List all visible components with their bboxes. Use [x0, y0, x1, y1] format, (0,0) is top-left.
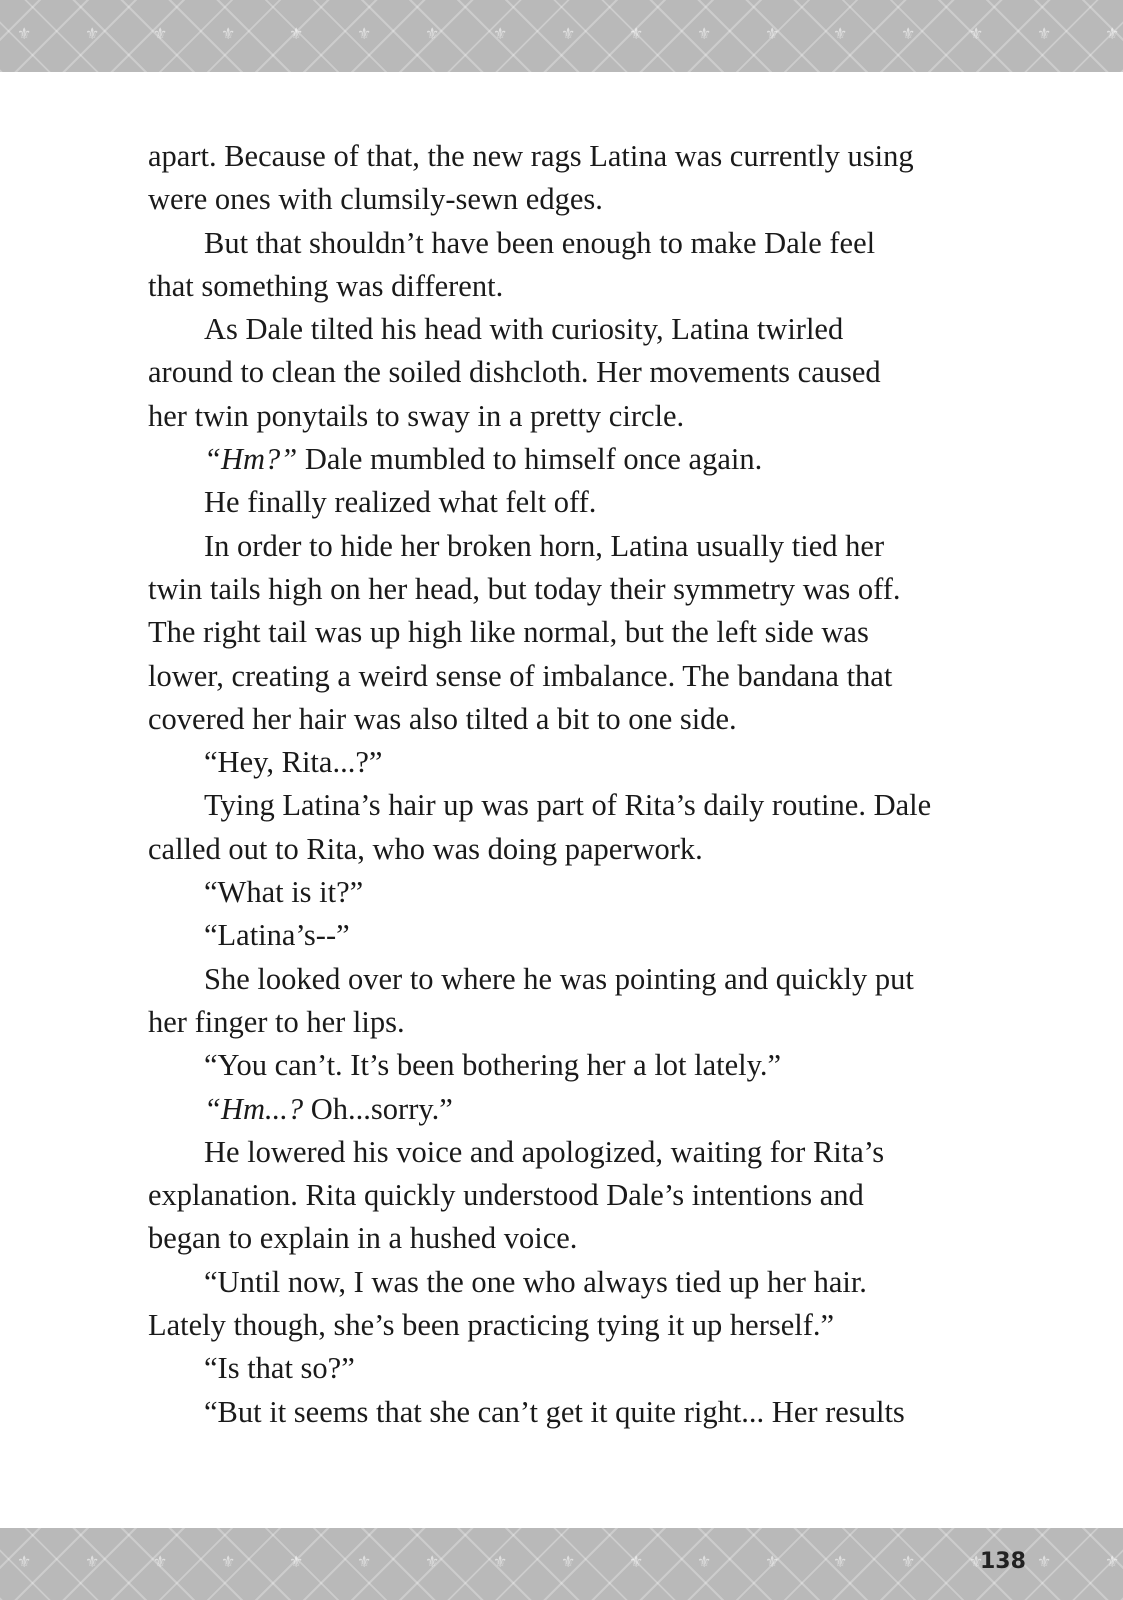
- text-line: [148, 828, 1028, 871]
- fleur-de-lis-icon: ⚜: [1037, 1552, 1052, 1571]
- line-text: apart. Because of that, the new rags Latina was currently using: [148, 139, 914, 173]
- line-text: He finally realized what felt off.: [204, 485, 597, 520]
- top-decorative-border: [0, 0, 1123, 72]
- fleur-de-lis-icon: ⚜: [357, 1552, 372, 1571]
- line-text: Lately though, she’s been practicing tying it up herself.”: [148, 1308, 835, 1343]
- fleur-de-lis-icon: ⚜: [969, 1552, 984, 1571]
- text-line: [148, 438, 1028, 481]
- text-line: [148, 914, 1028, 957]
- line-text: Oh...sorry.”: [303, 1091, 453, 1126]
- line-text: around to clean the soiled dishcloth. Her movements caused: [148, 355, 881, 390]
- line-text: that something was different.: [148, 268, 504, 303]
- line-text: covered her hair was also tilted a bit to one side.: [148, 701, 737, 736]
- fleur-de-lis-icon: ⚜: [221, 24, 236, 43]
- fleur-de-lis-icon: ⚜: [493, 24, 508, 43]
- fleur-de-lis-icon: ⚜: [1105, 1552, 1120, 1571]
- text-line: [148, 741, 1028, 784]
- text-line: [148, 568, 1028, 611]
- fleur-de-lis-icon: ⚜: [17, 1552, 32, 1571]
- text-line: [148, 308, 1028, 351]
- italic-span: “Hm...?: [204, 1091, 304, 1126]
- line-text: “Hey, Rita...?”: [204, 745, 383, 780]
- fleur-de-lis-icon: ⚜: [629, 24, 644, 43]
- fleur-de-lis-icon: ⚜: [425, 1552, 440, 1571]
- fleur-de-lis-icon: ⚜: [221, 1552, 236, 1571]
- text-line: [148, 1174, 1028, 1217]
- fleur-de-lis-icon: ⚜: [901, 24, 916, 43]
- line-text: He lowered his voice and apologized, waiting for Rita’s: [204, 1134, 885, 1169]
- text-line: [148, 395, 1028, 438]
- line-text: “Is that so?”: [204, 1351, 355, 1386]
- text-line: [148, 871, 1028, 914]
- text-line: [148, 611, 1028, 654]
- fleur-de-lis-icon: ⚜: [493, 1552, 508, 1571]
- fleur-de-lis-icon: ⚜: [901, 1552, 916, 1571]
- line-text: twin tails high on her head, but today their symmetry was off.: [148, 571, 901, 606]
- line-text: her twin ponytails to sway in a pretty circle.: [148, 398, 685, 433]
- line-text: She looked over to where he was pointing and quickly put: [204, 961, 914, 996]
- text-line: [148, 135, 1028, 178]
- fleur-de-lis-icon: ⚜: [561, 24, 576, 43]
- line-text: “Until now, I was the one who always tied up her hair.: [204, 1264, 867, 1299]
- bottom-decorative-border: [0, 1528, 1123, 1600]
- text-line: [148, 178, 1028, 221]
- line-text: explanation. Rita quickly understood Dale’s intentions and: [148, 1178, 864, 1213]
- line-text: “Latina’s--”: [204, 918, 350, 953]
- text-line: [148, 1001, 1028, 1044]
- line-text: were ones with clumsily-sewn edges.: [148, 182, 603, 217]
- text-line: [148, 265, 1028, 308]
- text-line: [148, 958, 1028, 1001]
- italic-span: “Hm?”: [204, 442, 298, 477]
- fleur-de-lis-icon: ⚜: [1037, 24, 1052, 43]
- text-line: [148, 698, 1028, 741]
- body-text: [148, 135, 1028, 1434]
- line-text: “What is it?”: [204, 875, 364, 910]
- fleur-de-lis-icon: ⚜: [17, 24, 32, 43]
- fleur-de-lis-icon: ⚜: [357, 24, 372, 43]
- text-line: [148, 784, 1028, 827]
- fleur-de-lis-icon: ⚜: [85, 1552, 100, 1571]
- text-line: [148, 1391, 1028, 1434]
- line-text: Tying Latina’s hair up was part of Rita’s daily routine. Dale: [204, 788, 932, 823]
- text-line: [148, 1088, 1028, 1131]
- line-text: “You can’t. It’s been bothering her a lot lately.”: [204, 1048, 782, 1083]
- fleur-de-lis-icon: ⚜: [833, 24, 848, 43]
- fleur-de-lis-icon: ⚜: [153, 24, 168, 43]
- line-text: As Dale tilted his head with curiosity, Latina twirled: [204, 312, 844, 347]
- fleur-de-lis-icon: ⚜: [153, 1552, 168, 1571]
- line-text: Dale mumbled to himself once again.: [297, 442, 763, 477]
- text-line: [148, 1347, 1028, 1390]
- line-text: lower, creating a weird sense of imbalance. The bandana that: [148, 658, 893, 693]
- fleur-de-lis-icon: ⚜: [969, 24, 984, 43]
- line-text: “But it seems that she can’t get it quite right... Her results: [204, 1394, 905, 1429]
- fleur-de-lis-icon: ⚜: [629, 1552, 644, 1571]
- text-line: [148, 1217, 1028, 1260]
- line-text: called out to Rita, who was doing paperwork.: [148, 831, 703, 866]
- line-text: In order to hide her broken horn, Latina usually tied her: [204, 528, 885, 563]
- fleur-de-lis-icon: ⚜: [765, 1552, 780, 1571]
- text-line: [148, 525, 1028, 568]
- fleur-de-lis-icon: ⚜: [425, 24, 440, 43]
- fleur-de-lis-icon: ⚜: [561, 1552, 576, 1571]
- fleur-de-lis-icon: ⚜: [765, 24, 780, 43]
- line-text: began to explain in a hushed voice.: [148, 1221, 578, 1256]
- text-line: [148, 1044, 1028, 1087]
- text-line: [148, 222, 1028, 265]
- fleur-de-lis-icon: ⚜: [697, 1552, 712, 1571]
- fleur-de-lis-icon: ⚜: [697, 24, 712, 43]
- text-line: [148, 1261, 1028, 1304]
- fleur-de-lis-icon: ⚜: [833, 1552, 848, 1571]
- line-text: But that shouldn’t have been enough to make Dale feel: [204, 225, 876, 260]
- text-line: [148, 1131, 1028, 1174]
- text-line: [148, 655, 1028, 698]
- line-text: The right tail was up high like normal, but the left side was: [148, 615, 869, 650]
- page-number: 138: [980, 1549, 1026, 1574]
- fleur-de-lis-icon: ⚜: [289, 24, 304, 43]
- line-text: her finger to her lips.: [148, 1004, 405, 1039]
- text-line: [148, 481, 1028, 524]
- text-line: [148, 351, 1028, 394]
- text-line: [148, 1304, 1028, 1347]
- fleur-de-lis-icon: ⚜: [289, 1552, 304, 1571]
- fleur-de-lis-icon: ⚜: [85, 24, 100, 43]
- fleur-de-lis-icon: ⚜: [1105, 24, 1120, 43]
